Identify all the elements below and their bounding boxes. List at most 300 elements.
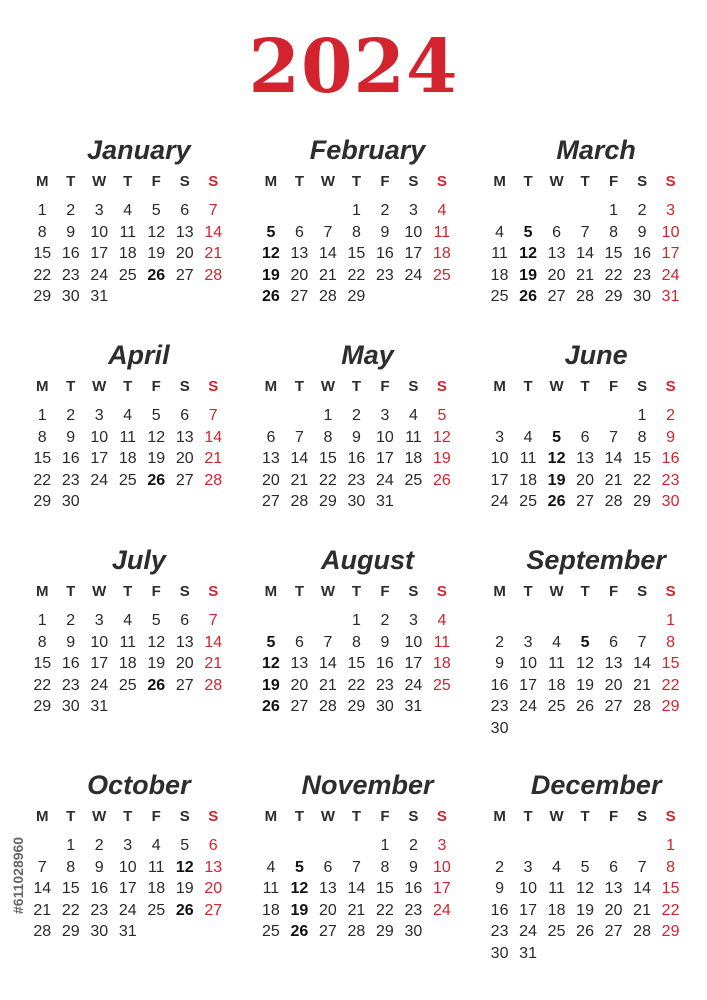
day-cell: 26 <box>433 471 451 489</box>
empty-day-cell <box>171 286 200 308</box>
day-cell: 29 <box>347 288 366 305</box>
day-cell: 17 <box>90 245 109 262</box>
day-cell: 6 <box>208 837 218 854</box>
month-september <box>477 540 700 765</box>
day-cell: 18 <box>118 450 137 467</box>
day-cell: 8 <box>351 223 361 241</box>
day-cell: 26 <box>576 923 594 940</box>
week-row <box>28 835 243 857</box>
empty-day-cell <box>656 943 685 965</box>
day-cell: 23 <box>347 471 366 489</box>
week-row <box>28 243 243 265</box>
weekday-label: S <box>436 583 447 600</box>
day-cell: 1 <box>666 612 676 629</box>
week-row <box>28 200 243 222</box>
day-cell: 26 <box>576 698 594 715</box>
day-cell: 15 <box>319 450 337 467</box>
empty-day-cell <box>485 405 514 427</box>
day-cell: 8 <box>323 428 333 446</box>
day-cell: 6 <box>323 858 333 876</box>
day-cell: 3 <box>523 633 533 651</box>
month-december <box>477 765 700 990</box>
day-cell: 25 <box>433 676 451 694</box>
week-row <box>28 653 243 675</box>
day-cell: 18 <box>433 655 451 672</box>
day-cell: 16 <box>61 450 80 467</box>
day-cell: 21 <box>633 676 651 694</box>
day-cell: 2 <box>66 202 76 219</box>
weekday-label: W <box>549 173 564 190</box>
day-cell: 21 <box>347 901 366 919</box>
day-cell: 18 <box>547 901 566 919</box>
empty-day-cell <box>542 943 571 965</box>
weekday-label: M <box>264 173 278 190</box>
day-cell: 30 <box>61 288 80 305</box>
day-cell: 24 <box>376 471 394 489</box>
day-cell: 23 <box>490 698 509 715</box>
weekday-label: W <box>320 583 335 600</box>
day-cell: 5 <box>523 223 533 241</box>
day-cell: 15 <box>33 655 52 672</box>
day-cell: 3 <box>123 837 133 854</box>
day-cell: 14 <box>319 245 337 262</box>
day-cell: 14 <box>319 655 337 672</box>
week-row <box>28 696 243 718</box>
empty-day-cell <box>399 286 428 308</box>
day-cell: 5 <box>266 633 276 651</box>
weekday-label: S <box>179 583 190 600</box>
day-cell: 15 <box>347 655 366 672</box>
week-row <box>485 405 700 427</box>
empty-day-cell <box>314 835 343 857</box>
week-row <box>485 222 700 244</box>
day-cell: 16 <box>404 880 423 897</box>
weekday-label: F <box>151 378 161 395</box>
weekday-label: S <box>637 378 648 395</box>
day-cell: 11 <box>147 858 165 876</box>
weekday-label: W <box>549 583 564 600</box>
weekday-label: T <box>580 378 590 395</box>
month-name: December <box>530 770 662 800</box>
day-cell: 27 <box>175 266 194 284</box>
day-cell: 13 <box>547 245 566 262</box>
day-cell: 1 <box>351 202 361 219</box>
weekday-header <box>28 807 243 827</box>
empty-day-cell <box>342 835 371 857</box>
day-cell: 7 <box>208 407 218 424</box>
day-cell: 25 <box>118 471 137 489</box>
week-row <box>257 222 472 244</box>
week-row <box>28 921 243 943</box>
empty-day-cell <box>571 610 600 632</box>
day-cell: 10 <box>433 858 451 876</box>
day-cell: 12 <box>576 880 594 897</box>
day-cell: 20 <box>547 266 566 284</box>
day-cell: 4 <box>552 633 562 651</box>
week-row <box>257 491 472 513</box>
day-cell: 12 <box>147 428 166 446</box>
day-cell: 15 <box>661 655 680 672</box>
day-cell: 20 <box>604 676 623 694</box>
empty-day-cell <box>114 696 143 718</box>
week-row <box>28 632 243 654</box>
day-cell: 3 <box>495 428 505 446</box>
day-cell: 16 <box>376 655 394 672</box>
day-cell: 23 <box>61 676 80 694</box>
month-november <box>249 765 472 990</box>
day-cell: 6 <box>180 407 190 424</box>
day-cell: 24 <box>118 901 137 919</box>
week-row <box>257 632 472 654</box>
day-cell: 27 <box>604 698 623 715</box>
day-cell: 5 <box>151 202 161 219</box>
day-cell: 30 <box>376 698 394 715</box>
day-cell: 15 <box>376 880 394 897</box>
day-cell: 23 <box>661 471 680 489</box>
day-cell: 7 <box>323 633 333 651</box>
week-row <box>257 265 472 287</box>
day-cell: 3 <box>408 202 418 219</box>
weekday-label: S <box>179 378 190 395</box>
day-cell: 29 <box>33 698 52 715</box>
day-cell: 6 <box>294 633 304 651</box>
day-cell: 26 <box>547 493 566 510</box>
weekday-label: S <box>637 583 648 600</box>
weekday-label: W <box>92 378 107 395</box>
day-cell: 22 <box>633 471 651 489</box>
day-cell: 1 <box>323 407 333 424</box>
day-cell: 1 <box>37 202 47 219</box>
week-row <box>257 243 472 265</box>
day-cell: 16 <box>633 245 651 262</box>
day-cell: 22 <box>661 676 680 694</box>
day-cell: 18 <box>262 901 280 919</box>
week-row <box>257 286 472 308</box>
stock-id-label: #611028960 <box>10 836 26 914</box>
day-cell: 6 <box>180 612 190 629</box>
day-cell: 8 <box>37 633 47 651</box>
empty-day-cell <box>599 405 628 427</box>
day-cell: 28 <box>633 923 651 940</box>
day-cell: 2 <box>66 407 76 424</box>
empty-day-cell <box>514 718 543 740</box>
day-cell: 4 <box>523 428 533 446</box>
weekday-label: M <box>493 173 506 190</box>
weekday-label: T <box>123 583 133 600</box>
empty-day-cell <box>542 835 571 857</box>
weekday-label: F <box>608 378 619 395</box>
week-row <box>485 718 700 740</box>
empty-day-cell <box>142 696 171 718</box>
day-cell: 25 <box>147 901 166 919</box>
weekday-label: M <box>36 583 49 600</box>
day-cell: 5 <box>580 858 590 876</box>
day-cell: 20 <box>175 450 194 467</box>
month-name: February <box>309 135 426 165</box>
day-cell: 17 <box>433 880 451 897</box>
day-cell: 7 <box>637 858 647 876</box>
week-row <box>28 675 243 697</box>
weekday-label: W <box>92 583 107 600</box>
week-row <box>257 696 472 718</box>
day-cell: 14 <box>633 880 651 897</box>
empty-day-cell <box>428 286 457 308</box>
day-cell: 9 <box>408 858 418 876</box>
day-cell: 18 <box>118 655 137 672</box>
day-cell: 1 <box>637 407 647 424</box>
day-cell: 1 <box>37 612 47 629</box>
day-cell: 23 <box>61 266 80 284</box>
day-cell: 27 <box>262 493 280 510</box>
weekday-label: T <box>351 808 361 825</box>
day-cell: 12 <box>147 633 166 651</box>
week-row <box>485 265 700 287</box>
week-row <box>28 900 243 922</box>
month-name: September <box>526 545 666 575</box>
day-cell: 15 <box>661 880 680 897</box>
empty-day-cell <box>599 610 628 632</box>
day-cell: 17 <box>404 655 423 672</box>
weekday-label: W <box>549 378 564 395</box>
day-cell: 24 <box>661 266 680 284</box>
day-cell: 2 <box>94 837 104 854</box>
day-cell: 26 <box>262 698 280 715</box>
day-cell: 27 <box>604 923 623 940</box>
day-cell: 30 <box>490 719 509 737</box>
day-cell: 5 <box>294 858 304 876</box>
day-cell: 1 <box>66 837 76 854</box>
day-cell: 16 <box>661 450 680 467</box>
day-cell: 12 <box>262 245 280 262</box>
day-cell: 25 <box>262 923 280 940</box>
day-cell: 10 <box>376 428 394 446</box>
day-cell: 3 <box>94 202 104 219</box>
weekday-label: M <box>36 378 49 395</box>
day-cell: 18 <box>147 880 166 897</box>
week-row <box>257 405 472 427</box>
weekday-label: S <box>665 173 676 190</box>
day-cell: 12 <box>147 223 166 241</box>
weekday-label: T <box>66 583 76 600</box>
week-row <box>28 427 243 449</box>
day-cell: 28 <box>204 266 223 284</box>
week-row <box>257 921 472 943</box>
weekday-label: T <box>294 808 304 825</box>
weekday-label: S <box>637 173 648 190</box>
day-cell: 4 <box>123 407 133 424</box>
day-cell: 24 <box>404 266 423 284</box>
week-row <box>485 653 700 675</box>
day-cell: 16 <box>90 880 109 897</box>
day-cell: 30 <box>347 493 366 510</box>
week-row <box>485 427 700 449</box>
empty-day-cell <box>114 491 143 513</box>
week-row <box>485 857 700 879</box>
day-cell: 17 <box>118 880 137 897</box>
day-cell: 16 <box>61 655 80 672</box>
calendar-grid <box>20 130 700 990</box>
day-cell: 6 <box>609 633 619 651</box>
day-cell: 19 <box>576 901 594 919</box>
month-name: May <box>341 340 394 370</box>
empty-day-cell <box>514 610 543 632</box>
week-row <box>257 448 472 470</box>
day-cell: 14 <box>576 245 594 262</box>
day-cell: 15 <box>604 245 623 262</box>
day-cell: 8 <box>666 858 676 876</box>
day-cell: 9 <box>495 655 505 672</box>
day-cell: 15 <box>347 245 366 262</box>
day-cell: 6 <box>266 428 276 446</box>
weekday-label: T <box>123 173 133 190</box>
week-row <box>485 286 700 308</box>
day-cell: 21 <box>576 266 594 284</box>
day-cell: 3 <box>380 407 390 424</box>
day-cell: 29 <box>376 923 394 940</box>
day-cell: 22 <box>33 676 52 694</box>
day-cell: 26 <box>147 471 166 489</box>
month-june <box>477 335 700 540</box>
day-cell: 9 <box>66 633 76 651</box>
day-cell: 7 <box>637 633 647 651</box>
empty-day-cell <box>542 200 571 222</box>
day-cell: 23 <box>633 266 651 284</box>
day-cell: 16 <box>490 901 509 919</box>
day-cell: 20 <box>175 655 194 672</box>
day-cell: 14 <box>604 450 623 467</box>
month-february <box>249 130 472 335</box>
day-cell: 13 <box>290 655 309 672</box>
weekday-label: F <box>380 378 390 395</box>
weekday-label: S <box>436 378 447 395</box>
weekday-label: T <box>580 173 590 190</box>
day-cell: 10 <box>519 880 537 897</box>
weekday-label: F <box>608 173 619 190</box>
empty-day-cell <box>428 696 457 718</box>
day-cell: 19 <box>262 676 280 694</box>
day-cell: 28 <box>604 493 623 510</box>
day-cell: 2 <box>666 407 676 424</box>
weekday-label: T <box>294 378 304 395</box>
day-cell: 26 <box>147 676 166 694</box>
day-cell: 4 <box>437 202 447 219</box>
day-cell: 13 <box>262 450 280 467</box>
day-cell: 3 <box>666 202 676 219</box>
weekday-label: T <box>523 808 533 825</box>
day-cell: 5 <box>180 837 190 854</box>
month-name: April <box>108 340 170 370</box>
week-row <box>257 857 472 879</box>
day-cell: 21 <box>633 901 651 919</box>
day-cell: 25 <box>118 676 137 694</box>
day-cell: 28 <box>319 288 337 305</box>
day-cell: 29 <box>661 923 680 940</box>
day-cell: 20 <box>262 471 280 489</box>
day-cell: 22 <box>33 471 52 489</box>
day-cell: 5 <box>552 428 562 446</box>
day-cell: 24 <box>490 493 509 510</box>
weekday-header <box>257 807 472 827</box>
week-row <box>28 448 243 470</box>
day-cell: 30 <box>61 493 80 510</box>
week-row <box>485 878 700 900</box>
day-cell: 29 <box>33 493 52 510</box>
day-cell: 21 <box>319 676 337 694</box>
weekday-header <box>28 377 243 397</box>
empty-day-cell <box>485 200 514 222</box>
day-cell: 14 <box>204 633 223 651</box>
weekday-label: T <box>351 378 361 395</box>
day-cell: 16 <box>376 245 394 262</box>
day-cell: 28 <box>290 493 309 510</box>
weekday-label: W <box>320 378 335 395</box>
empty-day-cell <box>257 405 286 427</box>
day-cell: 28 <box>576 288 594 305</box>
day-cell: 19 <box>547 471 566 489</box>
weekday-label: T <box>123 808 133 825</box>
weekday-label: T <box>294 173 304 190</box>
day-cell: 11 <box>262 880 280 897</box>
day-cell: 8 <box>37 428 47 446</box>
weekday-label: T <box>523 378 533 395</box>
empty-day-cell <box>199 491 228 513</box>
day-cell: 29 <box>319 493 337 510</box>
week-row <box>257 653 472 675</box>
weekday-label: S <box>208 808 219 825</box>
day-cell: 18 <box>519 471 537 489</box>
day-cell: 25 <box>118 266 137 284</box>
weekday-header <box>257 377 472 397</box>
weekday-label: M <box>264 583 278 600</box>
day-cell: 11 <box>491 245 508 262</box>
day-cell: 3 <box>437 837 447 854</box>
day-cell: 10 <box>118 858 137 876</box>
weekday-label: W <box>92 173 107 190</box>
weekday-header <box>485 582 700 602</box>
weekday-header <box>485 807 700 827</box>
day-cell: 19 <box>175 880 194 897</box>
empty-day-cell <box>628 835 657 857</box>
week-row <box>257 200 472 222</box>
day-cell: 9 <box>351 428 361 446</box>
day-cell: 21 <box>319 266 337 284</box>
week-row <box>485 200 700 222</box>
weekday-label: F <box>380 173 390 190</box>
day-cell: 8 <box>37 223 47 241</box>
empty-day-cell <box>628 610 657 632</box>
month-name: March <box>556 135 636 165</box>
day-cell: 30 <box>661 493 680 510</box>
day-cell: 26 <box>147 266 166 284</box>
day-cell: 6 <box>580 428 590 446</box>
day-cell: 5 <box>151 612 161 629</box>
day-cell: 9 <box>380 223 390 241</box>
day-cell: 13 <box>604 655 623 672</box>
day-cell: 25 <box>490 288 509 305</box>
weekday-label: S <box>179 173 190 190</box>
empty-day-cell <box>399 491 428 513</box>
day-cell: 14 <box>204 428 223 446</box>
day-cell: 7 <box>294 428 304 446</box>
empty-day-cell <box>656 718 685 740</box>
week-row <box>485 470 700 492</box>
day-cell: 22 <box>661 901 680 919</box>
day-cell: 12 <box>290 880 309 897</box>
weekday-label: M <box>493 378 506 395</box>
day-cell: 30 <box>490 944 509 962</box>
empty-day-cell <box>571 405 600 427</box>
week-row <box>28 405 243 427</box>
